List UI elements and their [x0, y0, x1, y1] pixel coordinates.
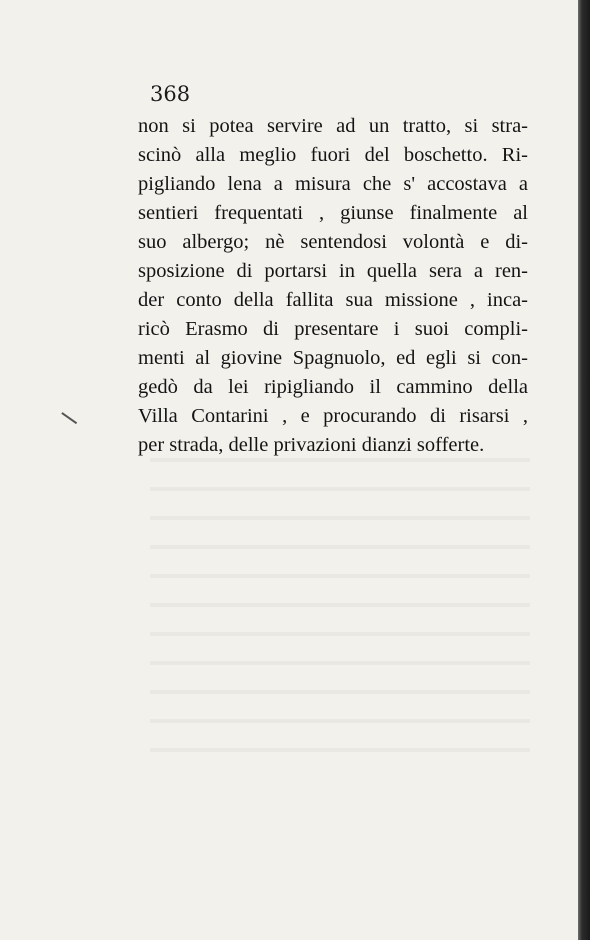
text-line-7: der conto della fallita sua missione , inca-	[138, 289, 528, 311]
body-text	[138, 112, 528, 460]
text-line-10: gedò da lei ripigliando il cammino della	[138, 376, 528, 398]
text-line-6: sposizione di portarsi in quella sera a ren-	[138, 260, 528, 282]
text-line-9: menti al giovine Spagnuolo, ed egli si con-	[138, 347, 528, 369]
text-line-2: scinò alla meglio fuori del boschetto. Ri-	[138, 144, 528, 166]
page-number: 368	[150, 82, 191, 106]
show-through-texture	[150, 440, 530, 770]
text-line-1: non si potea servire ad un tratto, si stra-	[138, 115, 528, 137]
text-line-12: per strada, delle privazioni dianzi sofferte.	[138, 434, 485, 456]
margin-mark	[62, 412, 78, 424]
binding-edge	[578, 0, 590, 940]
text-line-11: Villa Contarini , e procurando di risarsi ,	[138, 405, 528, 427]
text-line-4: sentieri frequentati , giunse finalmente al	[138, 202, 528, 224]
text-line-5: suo albergo; nè sentendosi volontà e di-	[138, 231, 528, 253]
text-line-8: ricò Erasmo di presentare i suoi compli-	[138, 318, 528, 340]
text-line-3: pigliando lena a misura che s' accostava a	[138, 173, 528, 195]
